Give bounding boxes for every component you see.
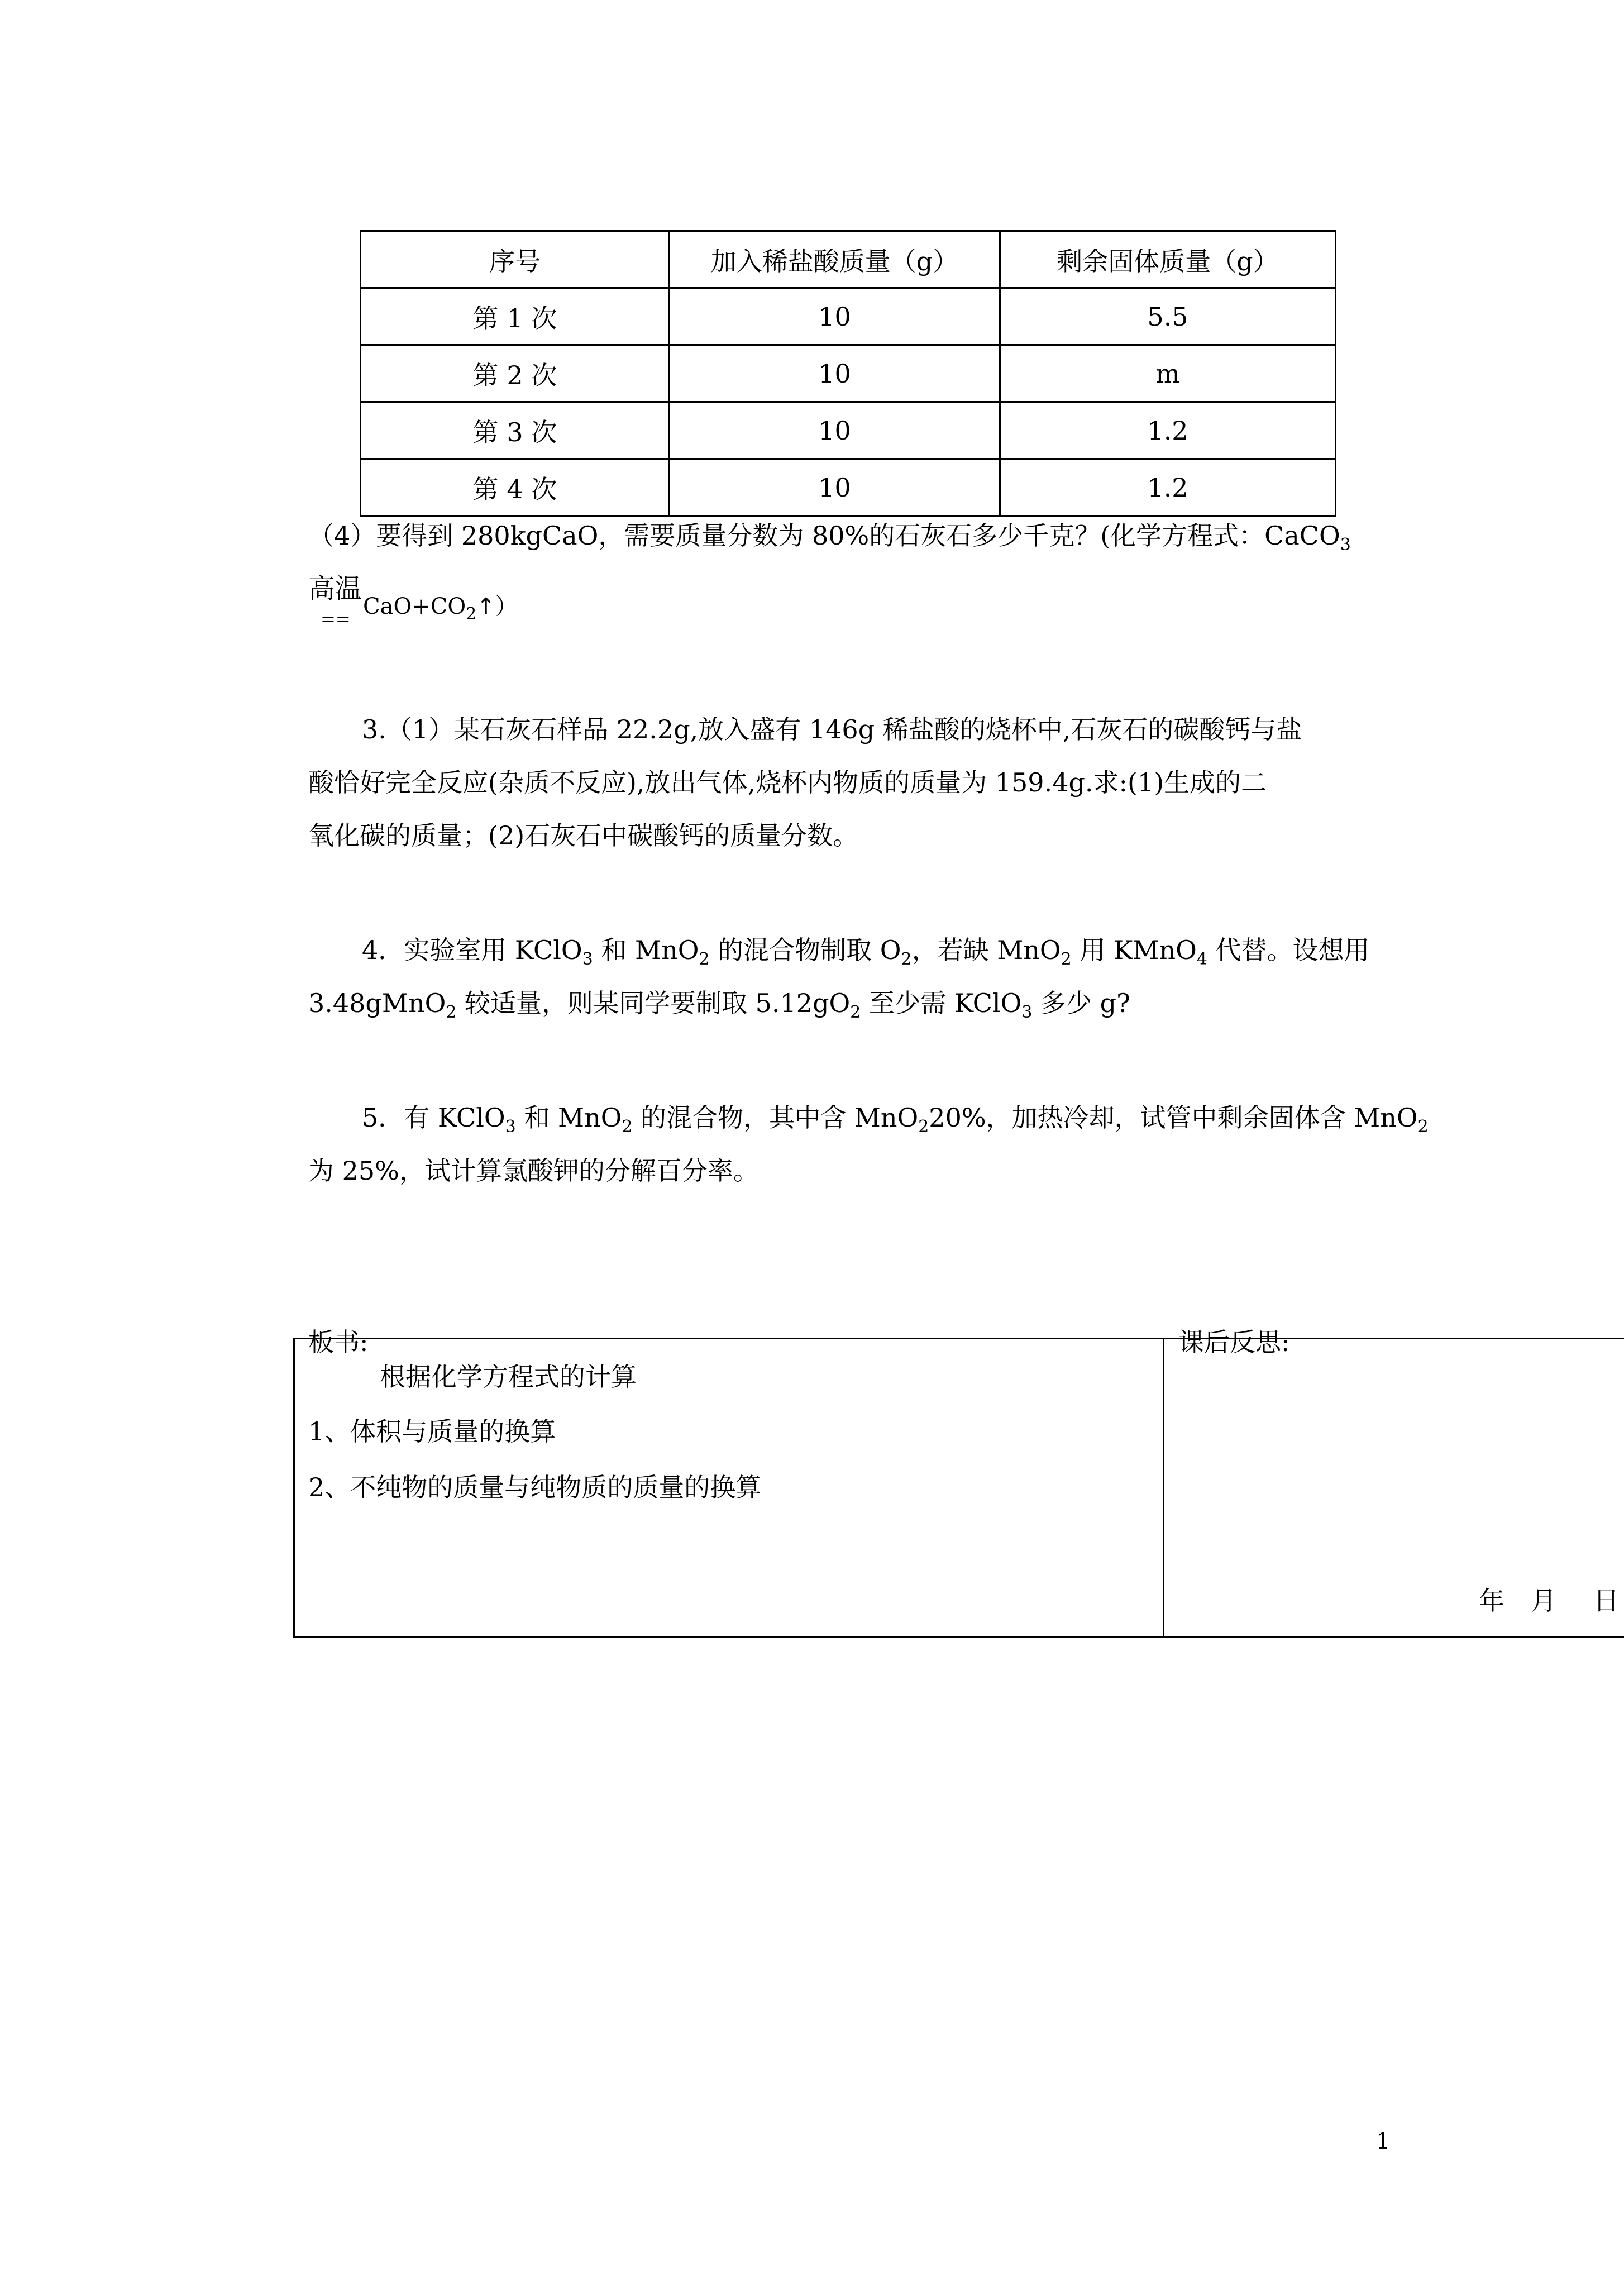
- problem-5-line1: 5．有 KClO$_3$ 和 MnO$_2$ 的混合物，其中含 MnO$_2$20%，加热冷却，试管中剩余固体含 MnO$_2$: [362, 1103, 1429, 1137]
- reaction-condition: 高温: [308, 573, 362, 604]
- table-header-row: [361, 231, 1336, 288]
- board-label: 板书:: [308, 1327, 369, 1357]
- board-item-2: 2、不纯物的质量与纯物质的质量的换算: [308, 1472, 762, 1502]
- page-number: 1: [1376, 2128, 1391, 2154]
- table-cell: 1.2: [1000, 459, 1336, 516]
- problem-3-line3: 氧化碳的质量；(2)石灰石中碳酸钙的质量分数。: [308, 820, 859, 851]
- table-row: [361, 345, 1336, 402]
- problem-3-line1: 3.（1）某石灰石样品 22.2g,放入盛有 146g 稀盐酸的烧杯中,石灰石的碳酸钙与盐: [362, 714, 1302, 744]
- table-cell: 10: [670, 459, 1000, 516]
- date-day: 日: [1593, 1586, 1619, 1616]
- table-header-cell: 剩余固体质量（g）: [1000, 231, 1336, 288]
- reflection-label: 课后反思:: [1178, 1327, 1290, 1357]
- table-cell: 第 4 次: [361, 459, 670, 516]
- table-cell: 10: [670, 288, 1000, 345]
- table-cell: 10: [670, 345, 1000, 402]
- problem-4-line1: 4．实验室用 KClO$_3$ 和 MnO$_2$ 的混合物制取 $O_2$，若缺 MnO$_2$ 用 KMnO$_4$ 代替。设想用: [362, 935, 1370, 969]
- table-cell: m: [1000, 345, 1336, 402]
- results-table: [360, 230, 1336, 517]
- table-row: [361, 459, 1336, 516]
- board-item-1: 1、体积与质量的换算: [308, 1416, 556, 1447]
- table-header-cell: 序号: [361, 231, 670, 288]
- board-divider: [1163, 1338, 1164, 1636]
- table-header-cell: 加入稀盐酸质量（g）: [670, 231, 1000, 288]
- board-title: 根据化学方程式的计算: [380, 1362, 637, 1392]
- problem-4-line2: 3.48gMnO$_2$ 较适量，则某同学要制取 $5.12gO_2$ 至少需 KClO$_3$ 多少 g?: [308, 988, 1130, 1022]
- reaction-equals: ==: [321, 608, 351, 629]
- question-4-line1: （4）要得到 280kgCaO，需要质量分数为 80%的石灰石多少千克？(化学方程式：CaCO$_3$: [308, 521, 1351, 555]
- table-row: [361, 288, 1336, 345]
- table-row: [361, 402, 1336, 459]
- reaction-products: $CaO+CO_2↑$）: [363, 594, 518, 624]
- table-cell: 第 3 次: [361, 402, 670, 459]
- table-cell: 第 2 次: [361, 345, 670, 402]
- table-cell: 10: [670, 402, 1000, 459]
- date-year: 年: [1479, 1586, 1504, 1616]
- table-cell: 第 1 次: [361, 288, 670, 345]
- date-month: 月: [1531, 1586, 1556, 1616]
- problem-5-line2: 为 25%，试计算氯酸钾的分解百分率。: [308, 1156, 759, 1186]
- table-cell: 5.5: [1000, 288, 1336, 345]
- problem-3-line2: 酸恰好完全反应(杂质不反应),放出气体,烧杯内物质的质量为 159.4g.求:(1)生成的二: [308, 767, 1267, 798]
- table-cell: 1.2: [1000, 402, 1336, 459]
